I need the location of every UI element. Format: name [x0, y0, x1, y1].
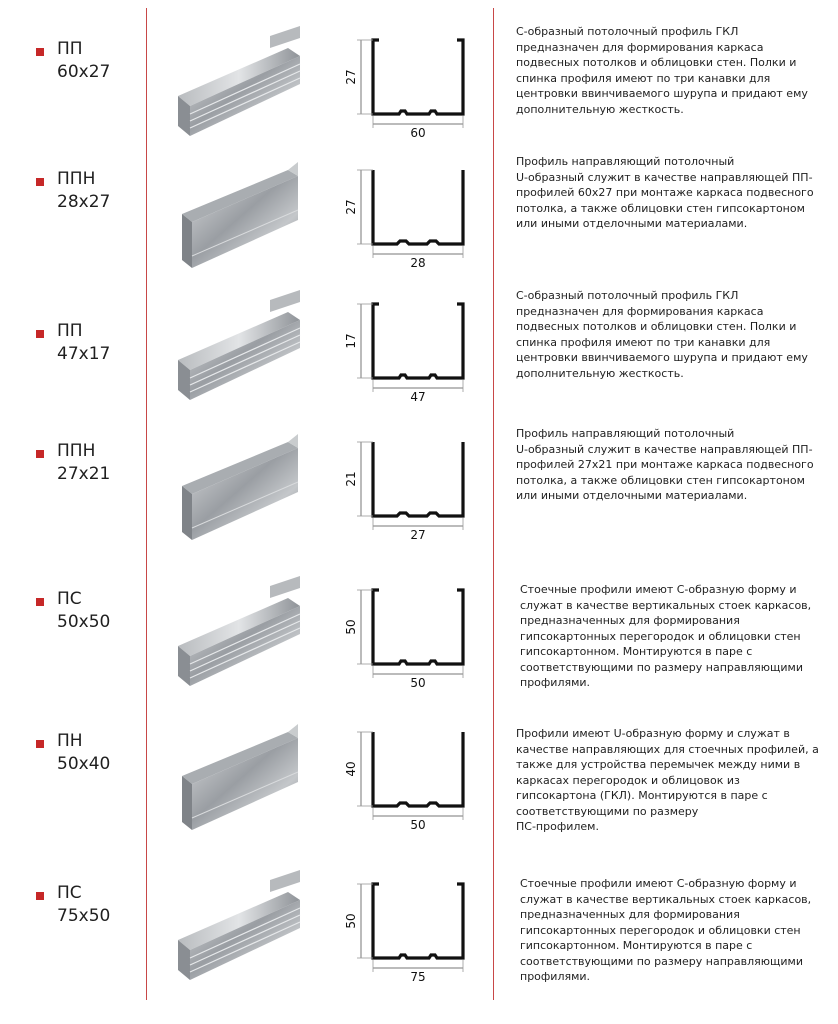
description-line: гипсокартона (ГКЛ). Монтируются в паре с	[516, 789, 768, 802]
description-line: служат в качестве вертикальных стоек каркасов,	[520, 598, 812, 612]
profile-description	[516, 426, 816, 504]
description-line: гипсокартонном. Монтируются в паре с	[520, 645, 753, 658]
profile-row	[0, 18, 838, 158]
description-line: профилей 60х27 при монтаже каркаса подвесного	[516, 186, 814, 199]
description-line: подвесных потолков и облицовки стен. Полки и	[516, 56, 797, 69]
description-line: Стоечные профили имеют С-образную форму и	[520, 583, 797, 596]
profile-type: ПС	[57, 589, 82, 609]
profile-size: 50x50	[57, 612, 111, 632]
description-line: Профиль направляющий потолочный	[516, 427, 735, 440]
profile-section-drawing	[335, 26, 475, 146]
description-line: дополнительную жесткость.	[516, 366, 684, 380]
profile-type: ППН	[57, 169, 96, 189]
profile-section-drawing	[335, 870, 475, 990]
profile-photo	[170, 870, 308, 990]
profile-code	[57, 588, 110, 634]
red-bullet-icon	[36, 740, 44, 748]
profile-type: ПС	[57, 883, 82, 903]
profile-size: 60x27	[57, 62, 111, 82]
red-bullet-icon	[36, 330, 44, 338]
profile-description	[516, 24, 816, 117]
description-line: предназначен для формирования каркаса	[516, 40, 764, 54]
profile-section-drawing	[335, 718, 475, 838]
profile-code	[57, 730, 110, 776]
profile-section-drawing	[335, 290, 475, 410]
profile-description	[520, 582, 820, 691]
profile-row	[0, 282, 838, 422]
profile-row	[0, 420, 838, 560]
profile-type: ПН	[57, 731, 83, 751]
description-line: подвесных потолков и облицовки стен. Полки и	[516, 320, 797, 333]
description-line: U-образный служит в качестве направляющей ПП-	[516, 442, 813, 456]
profile-type: ПП	[57, 39, 83, 59]
profile-description	[516, 288, 816, 381]
description-line: спинка профиля имеют по три канавки для	[516, 71, 771, 85]
profile-row	[0, 862, 838, 1002]
width-dimension-label: 47	[410, 390, 426, 404]
description-line: гипсокартонных перегородок и облицовки стен	[520, 923, 801, 937]
description-line: потолка, а также облицовки стен гипсокартоном	[516, 201, 805, 215]
height-dimension-label: 17	[344, 333, 358, 349]
width-dimension-label: 60	[410, 126, 426, 140]
profile-description	[520, 876, 820, 985]
description-line: профилями.	[520, 970, 591, 983]
description-line: гипсокартонном. Монтируются в паре с	[520, 939, 753, 952]
profile-photo	[170, 26, 308, 146]
description-line: С-образный потолочный профиль ГКЛ	[516, 25, 739, 38]
profile-code	[57, 38, 110, 84]
profile-section-drawing	[335, 576, 475, 696]
height-dimension-label: 50	[344, 913, 358, 929]
profile-size: 47x17	[57, 344, 111, 364]
profile-code	[57, 168, 110, 214]
width-dimension-label: 50	[410, 676, 426, 690]
description-line: Стоечные профили имеют С-образную форму и	[520, 877, 797, 890]
profile-description	[516, 154, 816, 232]
height-dimension-label: 40	[344, 761, 358, 777]
profile-size: 28x27	[57, 192, 111, 212]
description-line: С-образный потолочный профиль ГКЛ	[516, 289, 739, 302]
height-dimension-label: 27	[344, 69, 358, 85]
description-line: гипсокартонных перегородок и облицовки стен	[520, 629, 801, 643]
description-line: каркасах перегородок и облицовок из	[516, 773, 740, 787]
description-line: центровки ввинчиваемого шурупа и придают ему	[516, 351, 808, 364]
description-line: также для устройства перемычек между ними в	[516, 758, 801, 771]
profile-section-drawing	[335, 428, 475, 548]
red-bullet-icon	[36, 450, 44, 458]
profile-photo	[170, 428, 308, 548]
width-dimension-label: 50	[410, 818, 426, 832]
profile-photo	[170, 290, 308, 410]
description-line: служат в качестве вертикальных стоек каркасов,	[520, 892, 812, 906]
red-bullet-icon	[36, 178, 44, 186]
profile-photo	[170, 156, 308, 276]
profile-size: 75x50	[57, 906, 111, 926]
description-line: соответствующими по размеру направляющими	[520, 660, 803, 674]
profile-code	[57, 440, 110, 486]
height-dimension-label: 50	[344, 619, 358, 635]
description-line: соответствующими по размеру направляющими	[520, 954, 803, 968]
description-line: качестве направляющих для стоечных профилей, а	[516, 742, 819, 756]
description-line: Профиль направляющий потолочный	[516, 155, 735, 168]
red-bullet-icon	[36, 892, 44, 900]
profile-type: ПП	[57, 321, 83, 341]
profile-photo	[170, 576, 308, 696]
profile-code	[57, 882, 110, 928]
description-line: спинка профиля имеют по три канавки для	[516, 335, 771, 349]
description-line: соответствующими по размеру	[516, 804, 699, 818]
profile-code	[57, 320, 110, 366]
width-dimension-label: 28	[410, 256, 426, 270]
description-line: предназначенных для формирования	[520, 908, 740, 921]
description-line: профилей 27х21 при монтаже каркаса подвесного	[516, 458, 814, 471]
profile-size: 27x21	[57, 464, 111, 484]
width-dimension-label: 27	[410, 528, 426, 542]
profile-description	[516, 726, 819, 835]
red-bullet-icon	[36, 598, 44, 606]
description-line: потолка, а также облицовки стен гипсокартоном	[516, 473, 805, 487]
description-line: ПС-профилем.	[516, 820, 599, 833]
description-line: предназначен для формирования каркаса	[516, 304, 764, 318]
profile-row	[0, 568, 838, 708]
profile-photo	[170, 718, 308, 838]
description-line: дополнительную жесткость.	[516, 102, 684, 116]
description-line: центровки ввинчиваемого шурупа и придают ему	[516, 87, 808, 100]
description-line: профилями.	[520, 676, 591, 689]
profile-row	[0, 148, 838, 288]
profile-row	[0, 710, 838, 850]
height-dimension-label: 27	[344, 199, 358, 215]
description-line: Профили имеют U-образную форму и служат в	[516, 727, 790, 740]
profile-section-drawing	[335, 156, 475, 276]
profile-type: ППН	[57, 441, 96, 461]
profile-size: 50x40	[57, 754, 111, 774]
description-line: предназначенных для формирования	[520, 614, 740, 627]
description-line: или иными отделочными материалами.	[516, 217, 748, 230]
red-bullet-icon	[36, 48, 44, 56]
description-line: U-образный служит в качестве направляющей ПП-	[516, 170, 813, 184]
height-dimension-label: 21	[344, 471, 358, 487]
width-dimension-label: 75	[410, 970, 426, 984]
description-line: или иными отделочными материалами.	[516, 489, 748, 502]
